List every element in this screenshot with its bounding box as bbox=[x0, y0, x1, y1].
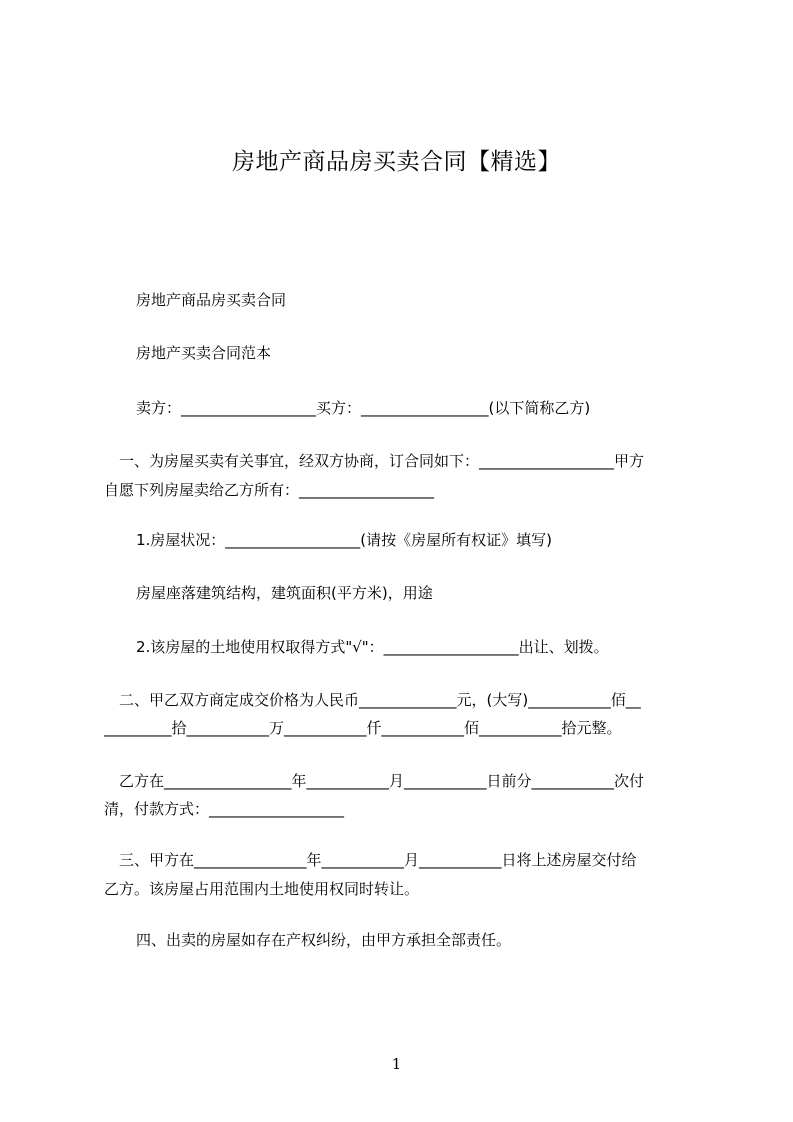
paragraph-clause-3-line-2: 乙方。该房屋占用范围内土地使用权同时转让。 bbox=[104, 880, 420, 898]
paragraph-clause-1-line-2: 自愿下列房屋卖给乙方所有：__________________ bbox=[104, 481, 435, 499]
paragraph-clause-2-line-2: _________拾___________万___________仟___________佰___________拾元整。 bbox=[104, 719, 622, 737]
paragraph-clause-3-line-1: 三、甲方在_______________年___________月___________日将上述房屋交付给 bbox=[104, 851, 637, 869]
page-number: 1 bbox=[391, 1055, 402, 1073]
paragraph-clause-4: 四、出卖的房屋如存在产权纠纷，由甲方承担全部责任。 bbox=[136, 931, 512, 949]
paragraph-contract-template: 房地产买卖合同范本 bbox=[136, 344, 272, 362]
paragraph-clause-1-line-1: 一、为房屋买卖有关事宜，经双方协商，订合同如下：__________________甲方 bbox=[104, 452, 645, 470]
paragraph-house-location: 房屋座落建筑结构，建筑面积(平方米)，用途 bbox=[136, 584, 433, 602]
paragraph-contract-name: 房地产商品房买卖合同 bbox=[136, 291, 287, 309]
paragraph-land-use-rights: 2.该房屋的土地使用权取得方式"√"：__________________出让、划拨。 bbox=[136, 638, 609, 656]
paragraph-house-status: 1.房屋状况：__________________(请按《房屋所有权证》填写) bbox=[136, 531, 553, 549]
paragraph-clause-2-line-1: 二、甲乙双方商定成交价格为人民币_____________元，(大写)___________佰__ bbox=[104, 691, 641, 709]
paragraph-parties: 卖方：__________________买方：_________________(以下简称乙方) bbox=[136, 399, 591, 417]
paragraph-payment-line-2: 清，付款方式：__________________ bbox=[104, 800, 345, 818]
document-title: 房地产商品房买卖合同【精选】 bbox=[232, 149, 561, 175]
paragraph-payment-line-1: 乙方在_________________年___________月___________日前分___________次付 bbox=[104, 772, 645, 790]
